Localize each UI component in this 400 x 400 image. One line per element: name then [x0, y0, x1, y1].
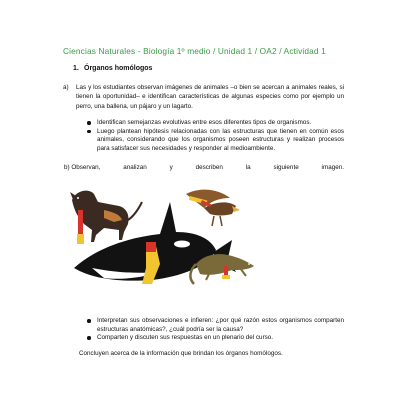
part-b-line [64, 164, 344, 171]
part-b-bullet-list [97, 317, 344, 343]
conclusion-text: Concluyen acerca de la información que brindan los órganos homólogos. [79, 350, 283, 357]
section-number: 1. [73, 65, 79, 72]
part-a-bullet-list [97, 119, 344, 153]
dog-forepaw-bone [77, 234, 84, 244]
part-a-paragraph [63, 83, 344, 111]
dog-forelimb-bone [78, 210, 83, 236]
part-b-word: b) Observan, [64, 164, 101, 171]
section-heading [73, 65, 152, 72]
document-header: Ciencias Naturales - Biología 1º medio / Unidad 1 / OA2 / Actividad 1 [63, 46, 326, 56]
bullet-icon [87, 336, 91, 340]
part-b-word: la [245, 164, 251, 171]
part-b-word: siguiente [273, 164, 299, 171]
bird-illustration [186, 190, 240, 226]
part-a-marker: a) [63, 84, 69, 91]
section-title: Órganos homólogos [84, 65, 153, 72]
bullet-icon [87, 121, 91, 125]
list-item: Comparten y discuten sus respuestas en un plenario del curso. [97, 334, 344, 343]
list-item: Interpretan sus observaciones e infieren: ¿por qué razón estos organismos comparten estructuras anatómicas?, ¿cuál podría ser la causa? [97, 317, 344, 334]
part-b-word: y [169, 164, 173, 171]
bullet-icon [87, 130, 91, 134]
animal-skeletons-graphic [64, 180, 264, 300]
orca-upper-bone [146, 242, 156, 252]
part-b-word: imagen. [321, 164, 344, 171]
dog-illustration [70, 191, 142, 244]
bullet-icon [87, 319, 91, 323]
part-b-word: analizan [123, 164, 147, 171]
part-a-text: Las y los estudiantes observan imágenes de animales –o bien se acercan a animales reales, si tienen la oportunidad– e identifican características de algunas especies como por ejemplo un perro, una ballena, un pájaro y un lagarto. [76, 84, 344, 110]
list-item: Identifican semejanzas evolutivas entre esos diferentes tipos de organismos. [97, 119, 344, 128]
part-b-word: describen [195, 164, 223, 171]
list-item: Luego plantean hipótesis relacionadas con las estructuras que tienen en común esos animales, considerando que los organismos poseen estructuras y realizan procesos para satisfacer sus necesidades y responder al medioambiente. [97, 128, 344, 154]
homologous-organs-illustration [64, 180, 264, 300]
